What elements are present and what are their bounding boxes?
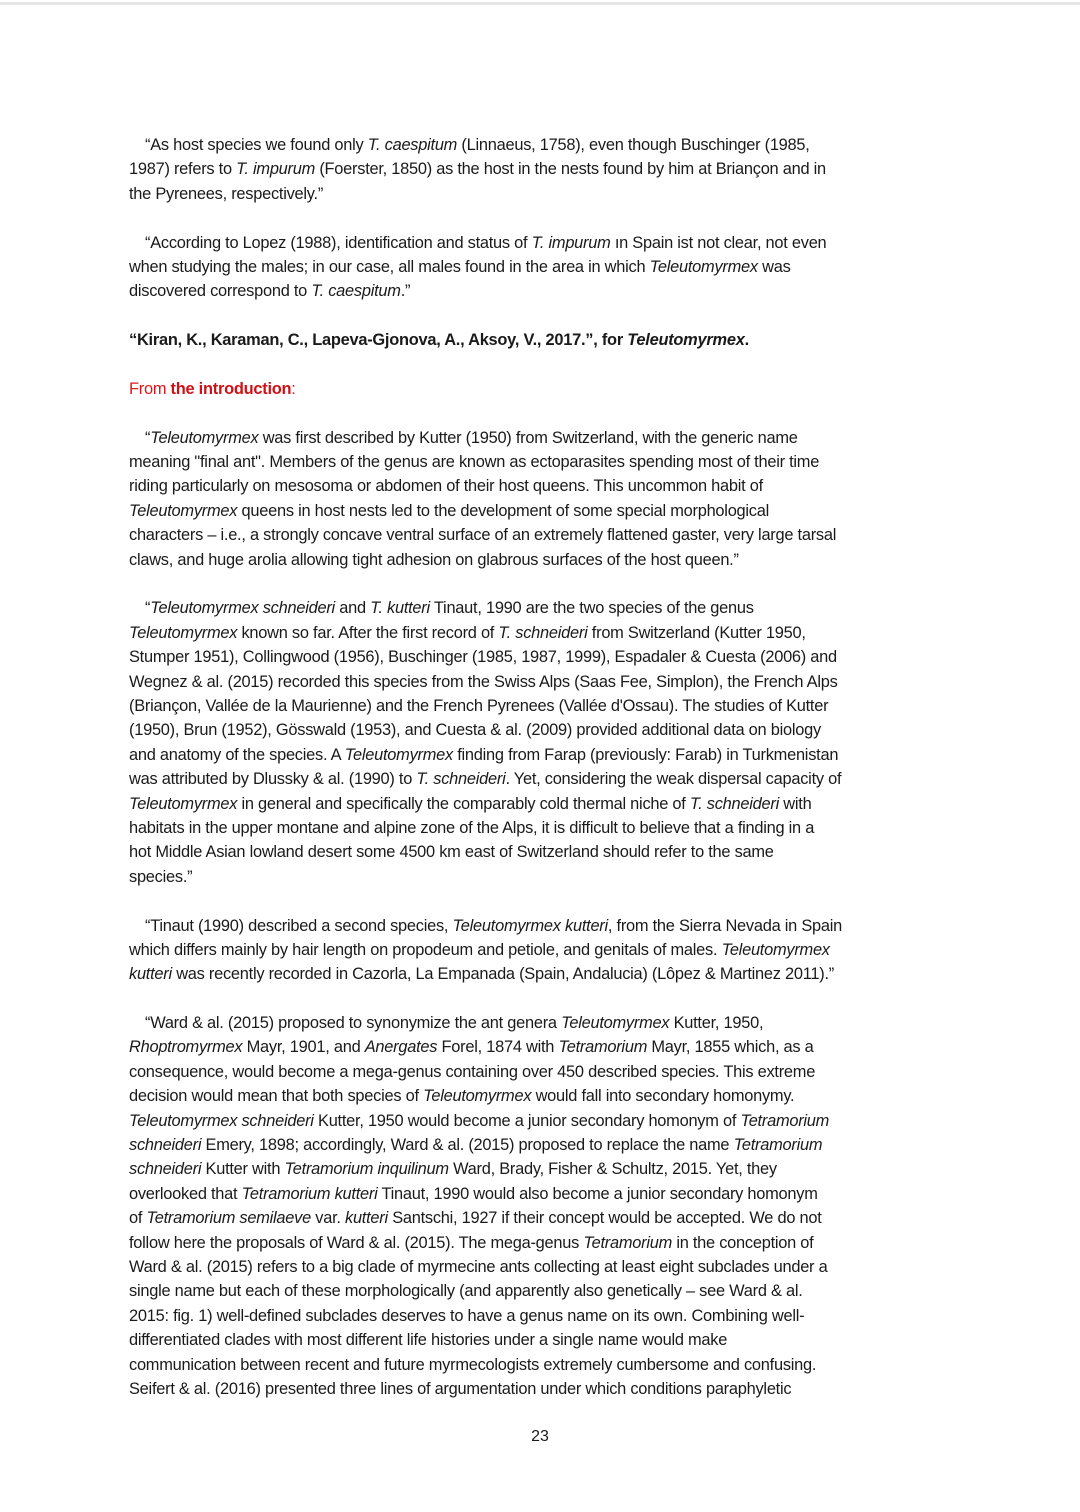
text-run: “ <box>145 428 151 447</box>
taxon-name: Tetramorium <box>583 1233 673 1252</box>
text-line <box>129 767 951 791</box>
text-line <box>129 377 951 401</box>
taxon-name: Tetramorium <box>558 1038 648 1057</box>
text-line <box>129 670 951 694</box>
text-run: Forel, 1874 with <box>437 1038 559 1057</box>
text-line <box>129 816 951 840</box>
text-line <box>129 328 951 352</box>
text-run: Seifert & al. (2016) presented three lines of argumentation under which conditions paraphyletic <box>129 1379 792 1398</box>
taxon-name: T. caespitum <box>311 282 401 301</box>
top-border <box>0 2 1080 5</box>
text-run: follow here the proposals of Ward & al. (2015). The mega-genus <box>129 1233 584 1252</box>
paragraph-gap <box>129 206 951 230</box>
section-label-introduction <box>129 377 951 401</box>
taxon-name: T. impurum <box>236 160 316 179</box>
text-run: single name but each of these morphologically (and apparently also genetically – see Ward & al. <box>129 1282 803 1301</box>
text-line <box>129 865 951 889</box>
text-run: Wegnez & al. (2015) recorded this species from the Swiss Alps (Saas Fee, Simplon), the French Alps <box>129 672 838 691</box>
paragraph-gap <box>129 353 951 377</box>
page-number: 23 <box>531 1428 549 1445</box>
taxon-name: schneideri <box>129 1160 202 1179</box>
text-line <box>129 1060 951 1084</box>
taxon-name: Teleutomyrmex kutteri <box>452 916 608 935</box>
taxon-name: Tetramorium kutteri <box>241 1184 378 1203</box>
taxon-name: T. schneideri <box>416 770 506 789</box>
text-run: meaning "final ant". Members of the genus are known as ectoparasites spending most of their time <box>129 453 820 472</box>
paragraph-gap <box>129 401 951 425</box>
taxon-name: Anergates <box>364 1038 438 1057</box>
text-run: riding particularly on mesosoma or abdomen of their host queens. This uncommon habit of <box>129 477 763 496</box>
taxon-name: Teleutomyrmex <box>150 428 259 447</box>
text-line <box>129 157 951 181</box>
document-body <box>129 133 951 1401</box>
paragraph-lopez-quote <box>129 231 951 304</box>
text-run: Santschi, 1927 if their concept would be accepted. We do not <box>387 1209 822 1228</box>
taxon-name: Teleutomyrmex schneideri <box>150 599 335 618</box>
taxon-name: Teleutomyrmex <box>129 623 238 642</box>
text-line <box>129 621 951 645</box>
text-run: Ward, Brady, Fisher & Schultz, 2015. Yet, they <box>448 1160 777 1179</box>
text-run: was first described by Kutter (1950) from Switzerland, with the generic name <box>258 428 798 447</box>
text-run: Ward & al. (2015) refers to a big clade of myrmecine ants collecting at least eight subclades under a <box>129 1257 828 1276</box>
text-run: claws, and huge arolia allowing tight adhesion on glabrous surfaces of the host queen.” <box>129 550 739 569</box>
text-run: with <box>778 794 812 813</box>
text-line <box>129 1377 951 1401</box>
text-run: decision would mean that both species of <box>129 1087 424 1106</box>
text-line <box>129 1035 951 1059</box>
text-run: characters – i.e., a strongly concave ventral surface of an extremely flattened gaster, very large tarsal <box>129 526 837 545</box>
text-run: the introduction <box>170 379 292 398</box>
paragraph-gap <box>129 304 951 328</box>
text-run: 1987) refers to <box>129 160 237 179</box>
text-run: was <box>757 257 791 276</box>
text-run: “Ward & al. (2015) proposed to synonymize the ant genera <box>145 1014 562 1033</box>
text-run: would fall into secondary homonymy. <box>531 1087 795 1106</box>
paragraph-two-species <box>129 596 951 889</box>
text-line <box>129 1328 951 1352</box>
text-run: Kutter, 1950, <box>669 1014 764 1033</box>
text-line <box>129 840 951 864</box>
text-run: var. <box>310 1209 345 1228</box>
text-run: ın Spain ist not clear, not even <box>610 233 827 252</box>
text-run: which differs mainly by hair length on propodeum and petiole, and genitals of males. <box>129 940 722 959</box>
text-run: was recently recorded in Cazorla, La Empanada (Spain, Andalucia) (Lôpez & Martinez 2011).” <box>171 965 834 984</box>
paragraph-ward-synonymy <box>129 1011 951 1401</box>
text-run: “ <box>145 599 151 618</box>
taxon-name: Tetramorium inquilinum <box>284 1160 449 1179</box>
text-run: “Kiran, K., Karaman, C., Lapeva-Gjonova, A., Aksoy, V., 2017.”, for <box>129 331 628 350</box>
text-line <box>129 718 951 742</box>
text-run: 2015: fig. 1) well-defined subclades deserves to have a genus name on its own. Combining well- <box>129 1306 805 1325</box>
text-run: Mayr, 1901, and <box>242 1038 365 1057</box>
text-run: was attributed by Dlussky & al. (1990) to <box>129 770 417 789</box>
text-run: overlooked that <box>129 1184 242 1203</box>
text-run: “According to Lopez (1988), identification and status of <box>145 233 532 252</box>
text-line <box>129 1011 951 1035</box>
text-run: , from the Sierra Nevada in Spain <box>607 916 842 935</box>
text-line <box>129 450 951 474</box>
text-run: in the conception of <box>672 1233 814 1252</box>
taxon-name: schneideri <box>129 1136 202 1155</box>
taxon-name: Teleutomyrmex <box>721 940 830 959</box>
text-run: and anatomy of the species. A <box>129 745 345 764</box>
text-line <box>129 792 951 816</box>
taxon-name: Teleutomyrmex <box>129 501 238 520</box>
taxon-name: Teleutomyrmex <box>344 745 453 764</box>
text-line <box>129 645 951 669</box>
taxon-name: Teleutomyrmex <box>649 257 758 276</box>
taxon-name: T. kutteri <box>370 599 430 618</box>
taxon-name: T. caespitum <box>367 136 458 154</box>
text-run: .” <box>400 282 411 301</box>
paragraph-gap <box>129 987 951 1011</box>
paragraph-tinaut-kutteri <box>129 914 951 987</box>
taxon-name: Tetramorium semilaeve <box>146 1209 311 1228</box>
text-line <box>129 596 951 620</box>
text-run: Kutter with <box>201 1160 285 1179</box>
text-line <box>129 523 951 547</box>
text-line <box>129 499 951 523</box>
text-line <box>129 743 951 767</box>
text-run: “Tinaut (1990) described a second species, <box>145 916 453 935</box>
text-run: . <box>744 331 749 350</box>
text-run: queens in host nests led to the development of some special morphological <box>237 501 770 520</box>
text-line <box>129 962 951 986</box>
text-line <box>129 1231 951 1255</box>
taxon-name: Teleutomyrmex <box>627 331 745 350</box>
text-run: (Linnaeus, 1758), even though Buschinger (1985, <box>457 136 810 154</box>
text-run: (Briançon, Vallée de la Maurienne) and the French Pyrenees (Vallée d'Ossau). The studies of Kutter <box>129 696 829 715</box>
text-run: From <box>129 379 171 398</box>
text-run: the Pyrenees, respectively.” <box>129 184 324 203</box>
text-run: hot Middle Asian lowland desert some 4500 km east of Switzerland should refer to the same <box>129 843 774 862</box>
text-run: (1950), Brun (1952), Gösswald (1953), and Cuesta & al. (2009) provided additional data on biology <box>129 721 821 740</box>
text-run: Mayr, 1855 which, as a <box>647 1038 814 1057</box>
taxon-name: T. impurum <box>531 233 611 252</box>
text-run: from Switzerland (Kutter 1950, <box>587 623 806 642</box>
text-run: of <box>129 1209 147 1228</box>
taxon-name: Teleutomyrmex <box>129 794 238 813</box>
text-run: and <box>334 599 371 618</box>
text-run: Kutter, 1950 would become a junior secondary homonym of <box>313 1111 741 1130</box>
text-line <box>129 474 951 498</box>
paragraph-host-species <box>129 133 951 206</box>
text-run: Stumper 1951), Collingwood (1956), Buschinger (1985, 1987, 1999), Espadaler & Cuesta (2006) and <box>129 648 837 667</box>
text-line <box>129 1279 951 1303</box>
text-line <box>129 1109 951 1133</box>
text-line <box>129 548 951 572</box>
paragraph-teleutomyrmex-description <box>129 426 951 572</box>
text-line <box>129 255 951 279</box>
text-line <box>129 1255 951 1279</box>
text-line <box>129 1206 951 1230</box>
text-run: consequence, would become a mega-genus containing over 450 described species. This extreme <box>129 1062 816 1081</box>
taxon-name: Teleutomyrmex schneideri <box>129 1111 314 1130</box>
text-run: Tinaut, 1990 would also become a junior secondary homonym <box>377 1184 818 1203</box>
text-line <box>129 133 951 157</box>
paragraph-gap <box>129 572 951 596</box>
text-line <box>129 1157 951 1181</box>
taxon-name: Tetramorium <box>740 1111 830 1130</box>
text-line <box>129 938 951 962</box>
taxon-name: kutteri <box>129 965 172 984</box>
text-line <box>129 279 951 303</box>
text-run: Tinaut, 1990 are the two species of the genus <box>429 599 754 618</box>
taxon-name: Teleutomyrmex <box>423 1087 532 1106</box>
taxon-name: Tetramorium <box>733 1136 823 1155</box>
text-line <box>129 231 951 255</box>
text-line <box>129 426 951 450</box>
text-run: habitats in the upper montane and alpine zone of the Alps, it is difficult to believe that a finding in a <box>129 818 815 837</box>
taxon-name: T. schneideri <box>498 623 588 642</box>
taxon-name: Rhoptromyrmex <box>129 1038 243 1057</box>
text-line <box>129 914 951 938</box>
text-line <box>129 182 951 206</box>
taxon-name: kutteri <box>345 1209 388 1228</box>
text-run: species.” <box>129 867 193 886</box>
text-run: differentiated clades with most different life histories under a single name would make <box>129 1331 728 1350</box>
text-run: : <box>291 379 296 398</box>
text-run: when studying the males; in our case, all males found in the area in which <box>129 257 650 276</box>
paragraph-gap <box>129 889 951 913</box>
text-line <box>129 1304 951 1328</box>
text-line <box>129 1182 951 1206</box>
text-run: known so far. After the first record of <box>237 623 499 642</box>
text-run: Emery, 1898; accordingly, Ward & al. (2015) proposed to replace the name <box>201 1136 734 1155</box>
text-run: . Yet, considering the weak dispersal capacity of <box>505 770 842 789</box>
text-run: communication between recent and future myrmecologists extremely cumbersome and confusing. <box>129 1355 817 1374</box>
text-line <box>129 694 951 718</box>
taxon-name: T. schneideri <box>689 794 779 813</box>
text-run: “As host species we found only <box>145 136 368 154</box>
text-line <box>129 1084 951 1108</box>
citation-kiran-2017 <box>129 328 951 352</box>
text-run: finding from Farap (previously: Farab) in Turkmenistan <box>452 745 839 764</box>
taxon-name: Teleutomyrmex <box>561 1014 670 1033</box>
text-line <box>129 1133 951 1157</box>
text-run: in general and specifically the comparably cold thermal niche of <box>237 794 690 813</box>
text-run: discovered correspond to <box>129 282 312 301</box>
text-line <box>129 1353 951 1377</box>
text-run: (Foerster, 1850) as the host in the nests found by him at Briançon and in <box>315 160 826 179</box>
